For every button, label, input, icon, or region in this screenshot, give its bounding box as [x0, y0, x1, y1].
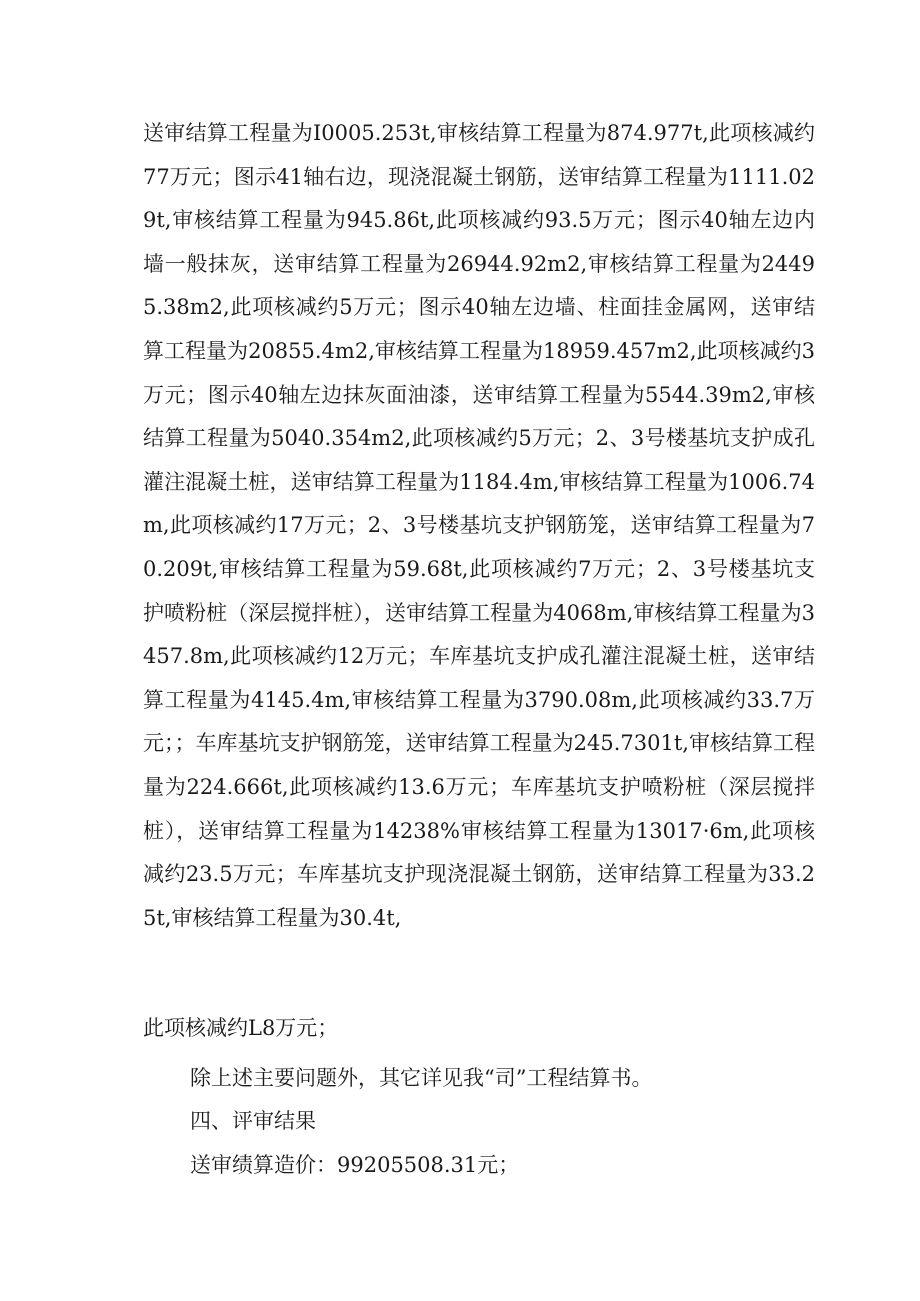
section-heading: 四、评审结果	[190, 1109, 316, 1133]
submitted-price-line: 送审绩算造价：99205508.31元；	[190, 1153, 520, 1177]
remark-paragraph: 除上述主要问题外，其它详见我“司”工程结算书。	[190, 1066, 653, 1090]
reduction-line: 此项核减约L8万元；	[143, 1016, 339, 1040]
body-paragraph: 送审结算工程量为I0005.253t,审核结算工程量为874.977t,此项核减约77万元；图示41轴右边，现浇混凝土钢筋，送审结算工程量为1111.029t,审核结算工程量为945.86t,此项核减约93.5万元；图示40轴左边内墙一般抹灰，送审结算工程量为26944.92m2,审核结算工程量为24495.38m2,此项核减约5万元；图示40轴左边墙、柱面挂金属网，送审结算工程量为20855.4m2,审核结算工程量为18959.457m2,此项核减约3万元；图示40轴左边抹灰面油漆，送审结算工程量为5544.39m2,审核结算工程量为5040.354m2,此项核减约5万元；2、3号楼基坑支护成孔灌注混凝土桩，送审结算工程量为1184.4m,审核结算工程量为1006.74m,此项核减约17万元；2、3号楼基坑支护钢筋笼，送审结算工程量为70.209t,审核结算工程量为59.68t,此项核减约7万元；2、3号楼基坑支护喷粉桩（深层搅拌桩），送审结算工程量为4068m,审核结算工程量为3457.8m,此项核减约12万元；车库基坑支护成孔灌注混凝土桩，送审结算工程量为4145.4m,审核结算工程量为3790.08m,此项核减约33.7万元；；车库基坑支护钢筋笼，送审结算工程量为245.7301t,审核结算工程量为224.666t,此项核减约13.6万元；车库基坑支护喷粉桩（深层搅拌桩），送审结算工程量为14238%审核结算工程量为13017·6m,此项核减约23.5万元；车库基坑支护现浇混凝土钢筋，送审结算工程量为33.25t,审核结算工程量为30.4t,	[143, 121, 815, 930]
